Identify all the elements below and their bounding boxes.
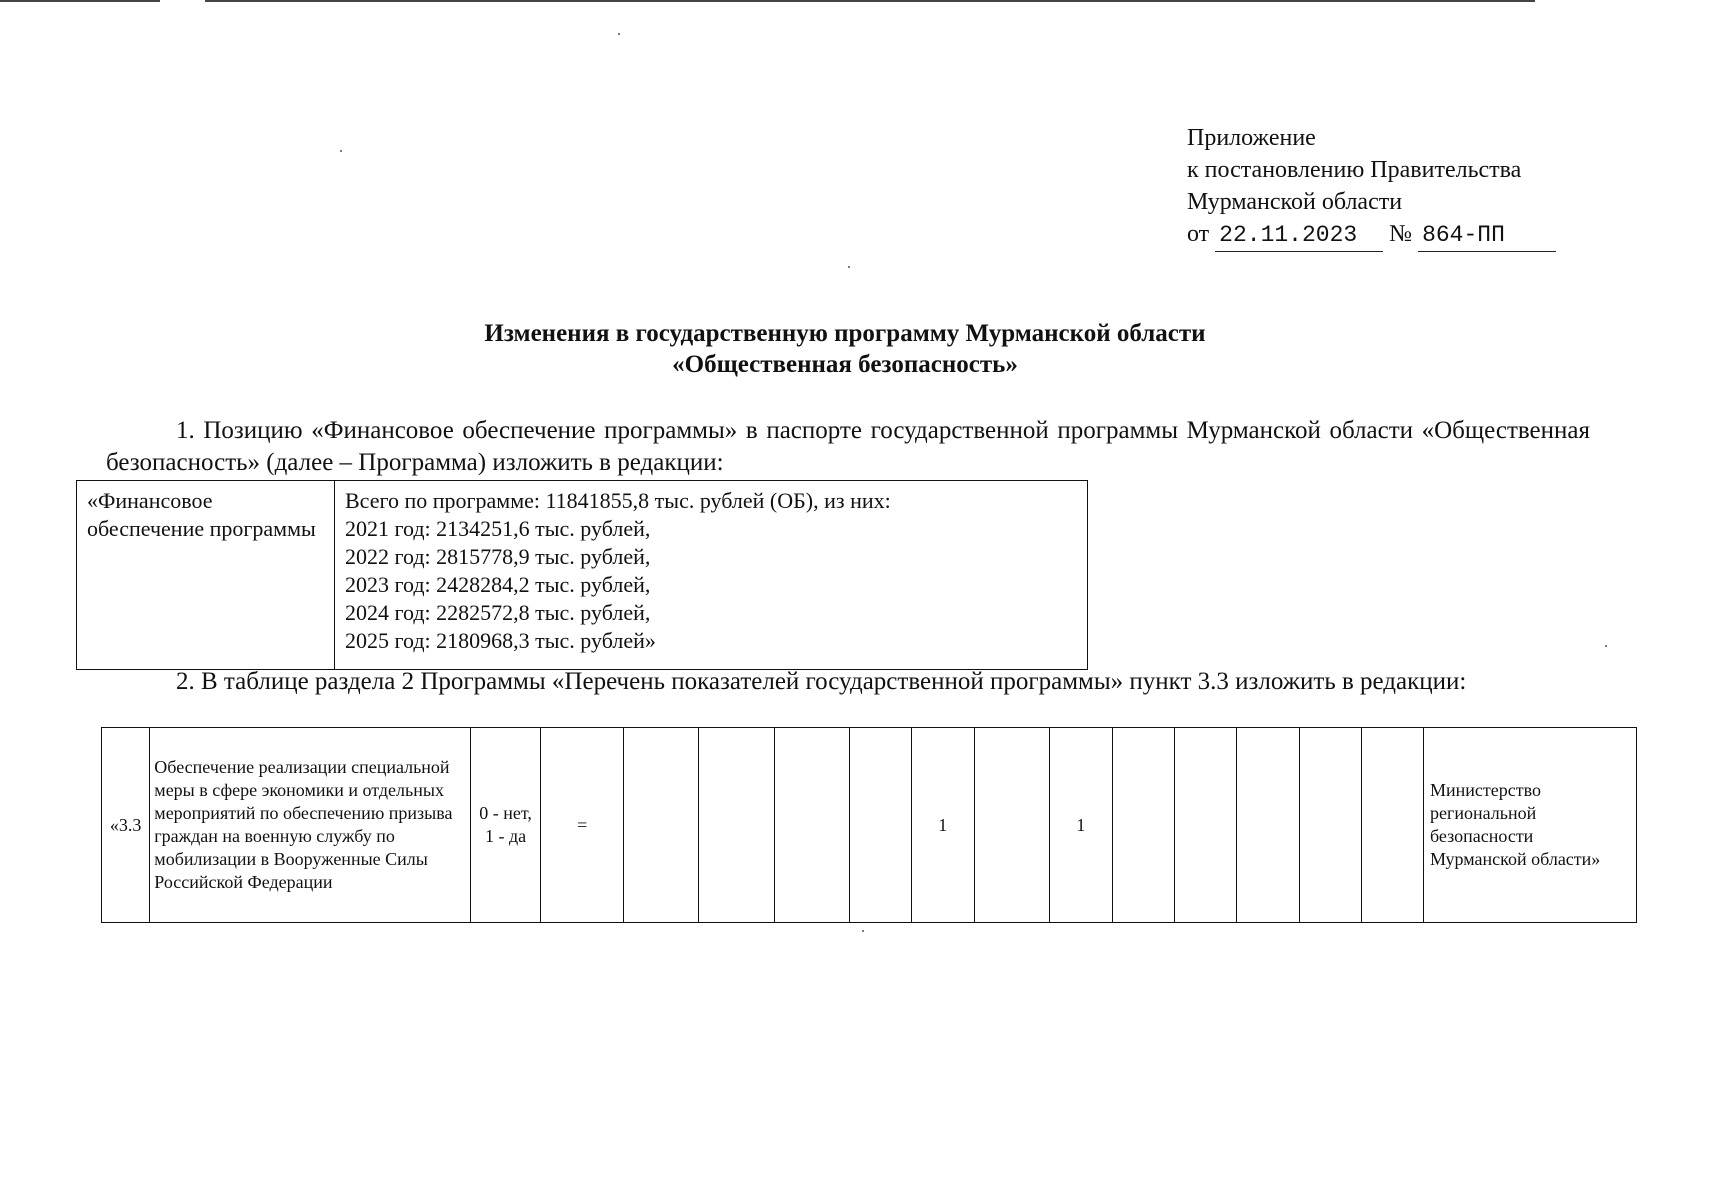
indicator-value-cell — [624, 728, 699, 923]
indicator-value-cell: 1 — [911, 728, 974, 923]
indicator-value-cell: 1 — [1049, 728, 1112, 923]
finance-row: Всего по программе: 11841855,8 тыс. рублей (ОБ), из них: — [345, 488, 891, 513]
finance-row: 2023 год: 2428284,2 тыс. рублей, — [345, 572, 651, 597]
indicator-number-cell: «3.3 — [102, 728, 150, 923]
indicator-value-cell — [1112, 728, 1174, 923]
resolution-date: 22.11.2023 — [1215, 219, 1383, 252]
finance-row: 2024 год: 2282572,8 тыс. рублей, — [345, 600, 651, 625]
document-title — [0, 318, 1690, 380]
indicator-responsible-cell: Министерство региональной безопасности Мурманской области» — [1424, 728, 1637, 923]
indicator-direction-cell: = — [541, 728, 624, 923]
indicator-value-cell — [849, 728, 911, 923]
indicator-value-cell — [1175, 728, 1237, 923]
indicator-value-cell — [1299, 728, 1361, 923]
paragraph-1: 1. Позицию «Финансовое обеспечение программы» в паспорте государственной программы Мурманской области «Общественная безопасность» (далее – Программа) изложить в редакции: — [106, 417, 1590, 476]
paragraph-2: 2. В таблице раздела 2 Программы «Перечень показателей государственной программы» пункт 3.3 изложить в редакции: — [176, 668, 1467, 695]
appendix-header — [1187, 122, 1556, 252]
scan-artifact-line — [205, 0, 1535, 2]
indicator-unit-cell: 0 - нет, 1 - да — [470, 728, 540, 923]
indicator-value-cell — [1361, 728, 1423, 923]
number-sign: № — [1389, 221, 1413, 247]
scan-speck — [618, 33, 620, 35]
indicator-name-cell: Обеспечение реализации специальной меры в сфере экономики и отдельных мероприятий по обеспечению призыва граждан на военную службу по мобилизации в Вооруженные Силы Российской Федерации — [150, 728, 471, 923]
finance-table — [76, 480, 1088, 670]
indicator-value-cell — [974, 728, 1049, 923]
indicator-table — [101, 727, 1637, 923]
indicator-value-cell — [699, 728, 774, 923]
appendix-date-line — [1187, 218, 1556, 252]
title-line-1: Изменения в государственную программу Мурманской области — [484, 320, 1206, 347]
finance-label-cell: «Финансовое обеспечение программы — [77, 481, 335, 670]
scan-speck — [1605, 645, 1607, 647]
title-line-2: «Общественная безопасность» — [672, 351, 1018, 378]
finance-row: 2025 год: 2180968,3 тыс. рублей» — [345, 628, 656, 653]
finance-row: 2022 год: 2815778,9 тыс. рублей, — [345, 544, 651, 569]
scan-artifact-line — [0, 0, 160, 2]
appendix-line: Мурманской области — [1187, 189, 1403, 215]
scan-speck — [848, 266, 850, 268]
appendix-line: к постановлению Правительства — [1187, 157, 1522, 183]
appendix-line: Приложение — [1187, 125, 1316, 151]
finance-table-row — [77, 481, 1088, 670]
finance-row: 2021 год: 2134251,6 тыс. рублей, — [345, 516, 651, 541]
finance-values-cell — [335, 481, 1088, 670]
indicator-value-cell — [774, 728, 849, 923]
indicator-row — [102, 728, 1637, 923]
scan-speck — [862, 930, 864, 932]
resolution-number: 864-ПП — [1418, 219, 1556, 252]
scan-speck — [340, 150, 342, 152]
date-prefix: от — [1187, 221, 1210, 247]
indicator-value-cell — [1237, 728, 1299, 923]
